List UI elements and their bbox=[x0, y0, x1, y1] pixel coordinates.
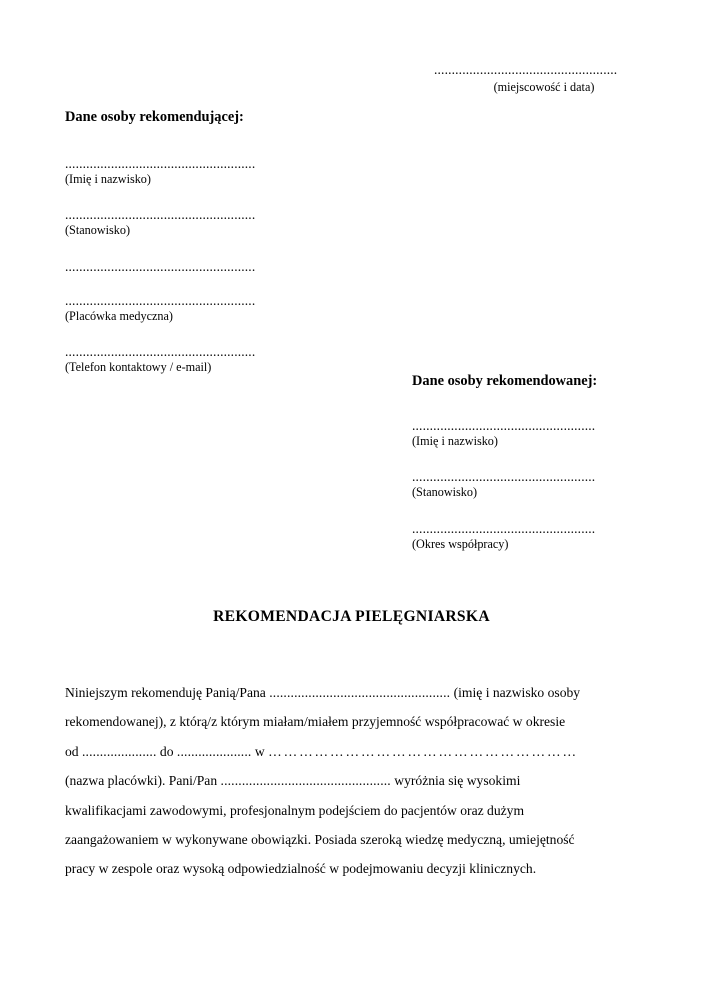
body-line-3 bbox=[65, 737, 635, 766]
recommender-name-fill-line[interactable]: ...................................................... bbox=[65, 155, 256, 171]
recommended-block-heading: Dane osoby rekomendowanej: bbox=[412, 373, 598, 389]
recommendation-body bbox=[65, 678, 635, 884]
recommended-period-caption: (Okres współpracy) bbox=[412, 536, 509, 551]
body-text-segment: (imię i nazwisko osoby bbox=[450, 685, 581, 700]
body-text-segment: Niniejszym rekomenduję Panią/Pana bbox=[65, 685, 270, 700]
body-text-segment: kwalifikacjami zawodowymi, profesjonalnym podejściem do pacjentów oraz dużym bbox=[65, 802, 525, 818]
recommender-facility-fill-line[interactable]: ...................................................... bbox=[65, 292, 256, 308]
recommender-position-field bbox=[65, 207, 365, 237]
recommender-name-caption: (Imię i nazwisko) bbox=[65, 171, 151, 186]
recommender-contact-caption: (Telefon kontaktowy / e-mail) bbox=[65, 360, 212, 375]
body-text-segment: od bbox=[65, 743, 82, 759]
body-text-segment: rekomendowanej), z którą/z którym miałam/miałem przyjemność współpracować w okresie bbox=[65, 714, 566, 730]
recommended-period-field bbox=[412, 521, 692, 551]
recommended-period-fill-line[interactable]: .................................................... bbox=[412, 520, 596, 536]
body-line-7 bbox=[65, 854, 635, 883]
recommender-contact-fill-line[interactable]: ...................................................... bbox=[65, 344, 256, 360]
recommender-data-block bbox=[65, 110, 365, 375]
recommender-position-caption: (Stanowisko) bbox=[65, 223, 130, 238]
recommender-position-fill-line[interactable]: ...................................................... bbox=[65, 207, 256, 223]
body-fill-line[interactable]: ................................................ bbox=[220, 773, 391, 789]
body-fill-line[interactable]: ................................................... bbox=[269, 685, 451, 700]
recommended-name-fill-line[interactable]: .................................................... bbox=[412, 417, 596, 433]
body-fill-line[interactable]: ..................... bbox=[82, 743, 157, 759]
body-text-segment: w bbox=[251, 743, 269, 759]
recommended-position-fill-line[interactable]: .................................................... bbox=[412, 469, 596, 485]
body-text-segment: pracy w zespole oraz wysoką odpowiedzialność w podejmowaniu decyzji klinicznych. bbox=[65, 861, 537, 877]
body-line-6 bbox=[65, 825, 635, 854]
document-title: REKOMENDACJA PIELĘGNIARSKA bbox=[213, 608, 490, 625]
body-text-segment: (nazwa placówki). Pani/Pan bbox=[65, 773, 221, 789]
recommended-data-block bbox=[412, 374, 692, 551]
body-fill-line[interactable]: …………………………………………………… bbox=[268, 743, 578, 759]
date-fill-line[interactable]: .................................................... bbox=[434, 62, 618, 77]
recommended-position-caption: (Stanowisko) bbox=[412, 485, 477, 500]
body-line-5 bbox=[65, 796, 635, 825]
recommended-name-caption: (Imię i nazwisko) bbox=[412, 433, 498, 448]
recommender-facility-address-fill-line[interactable]: ...................................................... bbox=[65, 258, 256, 274]
recommender-facility-caption: (Placówka medyczna) bbox=[65, 308, 173, 323]
body-line-4 bbox=[65, 766, 635, 795]
recommender-contact-field bbox=[65, 344, 365, 374]
body-line-1 bbox=[65, 678, 635, 707]
body-text-segment: zaangażowaniem w wykonywane obowiązki. Posiada szeroką wiedzę medyczną, umiejętność bbox=[65, 832, 575, 848]
date-field-caption: (miejscowość i data) bbox=[493, 80, 595, 94]
body-fill-line[interactable]: ..................... bbox=[176, 743, 252, 759]
body-line-2 bbox=[65, 707, 635, 736]
recommender-name-field bbox=[65, 156, 365, 186]
recommended-name-field bbox=[412, 418, 692, 448]
body-text-segment: do bbox=[156, 743, 177, 759]
recommender-facility-field bbox=[65, 293, 365, 323]
recommender-facility-address-field bbox=[65, 259, 365, 275]
date-field-block bbox=[434, 62, 654, 94]
body-text-segment: wyróżnia się wysokimi bbox=[390, 773, 521, 789]
recommended-position-field bbox=[412, 469, 692, 499]
recommender-block-heading: Dane osoby rekomendującej: bbox=[65, 109, 244, 125]
